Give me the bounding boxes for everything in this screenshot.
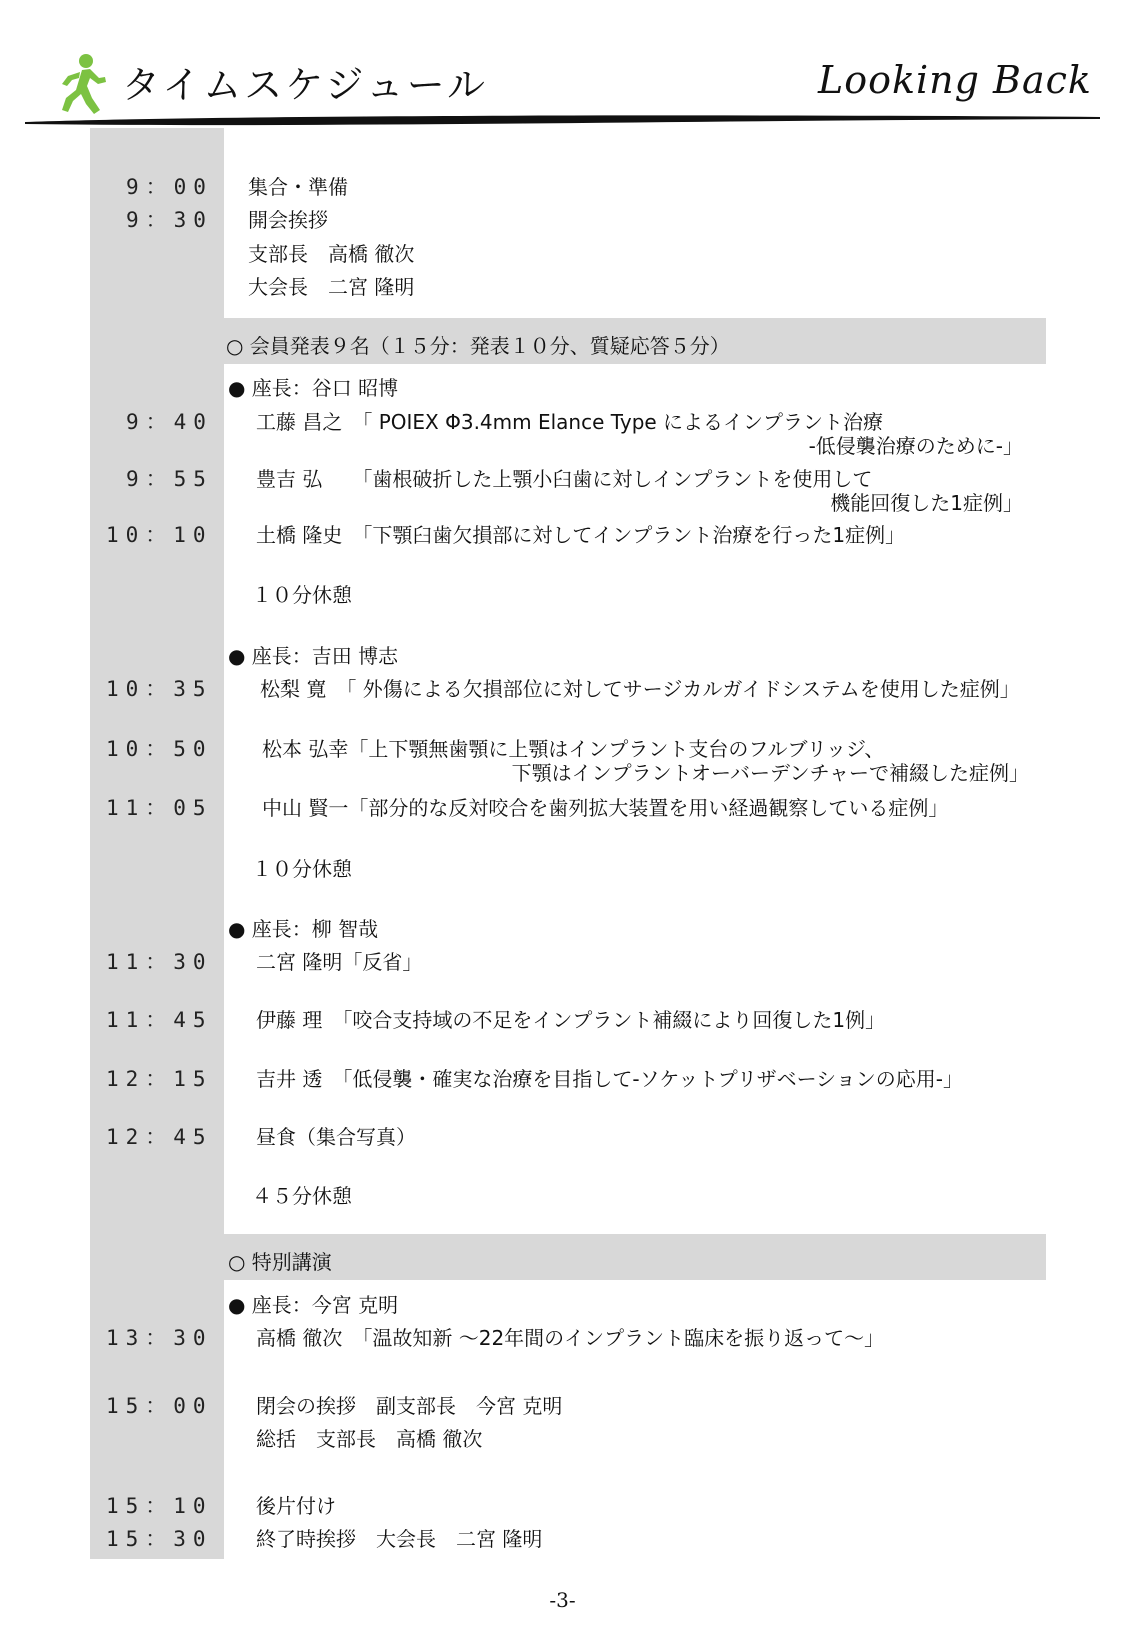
presentation-item: 土橋 隆史 「下顎臼歯欠損部に対してインプラント治療を行った1症例」 [256,523,906,547]
schedule-item: 後片付け [256,1494,336,1518]
schedule-time: 9：55 [126,467,213,491]
schedule-time: 11：45 [106,1008,213,1032]
presentation-item: 松梨 寛 「 外傷による欠損部位に対してサージカルガイドシステムを使用した症例」 [260,677,1020,701]
presentation-item-continued: 機能回復した1症例」 [830,491,1023,515]
schedule-time: 13：30 [106,1326,213,1350]
presentation-item: 伊藤 理 「咬合支持域の不足をインプラント補綴により回復した1例」 [256,1008,886,1032]
break-item: １０分休憩 [252,583,352,607]
presentation-item-continued: 下顎はインプラントオーバーデンチャーで補綴した症例」 [511,761,1029,785]
schedule-item: 総括 支部長 高橋 徹次 [256,1427,483,1451]
presentation-item: 豊吉 弘 「歯根破折した上顎小臼歯に対しインプラントを使用して [256,467,873,491]
section-heading: ○ 特別講演 [228,1250,332,1274]
schedule-item: 昼食（集合写真） [256,1125,416,1149]
lecture-item: 高橋 徹次 「温故知新 〜22年間のインプラント臨床を振り返って〜」 [256,1326,885,1350]
schedule-time: 11：05 [106,796,213,820]
running-man-icon [56,52,112,118]
schedule-time: 11：30 [106,950,213,974]
presentation-item: 二宮 隆明「反省」 [256,950,423,974]
chair-heading: ● 座長：今宮 克明 [228,1293,399,1317]
schedule-time: 10：50 [106,737,213,761]
schedule-time: 12：15 [106,1067,213,1091]
schedule-item: 集合・準備 [248,175,348,199]
brand-logo-text: Looking Back [818,58,1092,102]
chair-heading: ● 座長：柳 智哉 [228,917,379,941]
schedule-item: 終了時挨拶 大会長 二宮 隆明 [256,1527,543,1551]
section-heading: ○ 会員発表９名（１５分：発表１０分、質疑応答５分） [226,334,730,358]
presentation-item: 中山 賢一「部分的な反対咬合を歯列拡大装置を用い経過観察している症例」 [262,796,949,820]
schedule-time: 9：00 [126,175,213,199]
presentation-item: 工藤 昌之 「 POIEX Φ3.4mm Elance Type によるインプラント治療 [256,410,884,434]
break-item: １０分休憩 [252,857,352,881]
presentation-item: 松本 弘幸「上下顎無歯顎に上顎はインプラント支台のフルブリッジ、 [262,737,885,761]
schedule-time: 12：45 [106,1125,213,1149]
chair-heading: ● 座長：谷口 昭博 [228,376,399,400]
schedule-time: 9：30 [126,208,213,232]
schedule-time: 15：00 [106,1394,213,1418]
schedule-item: 支部長 高橋 徹次 [248,242,415,266]
schedule-time: 15：30 [106,1527,213,1551]
schedule-time: 10：10 [106,523,213,547]
presentation-item: 吉井 透 「低侵襲・確実な治療を目指して-ソケットプリザベーションの応用-」 [256,1067,963,1091]
schedule-item: 開会挨拶 [248,208,328,232]
break-item: ４５分休憩 [252,1184,352,1208]
chair-heading: ● 座長：吉田 博志 [228,644,399,668]
schedule-item: 閉会の挨拶 副支部長 今宮 克明 [256,1394,563,1418]
schedule-time: 15：10 [106,1494,213,1518]
presentation-item-continued: -低侵襲治療のために-」 [808,434,1023,458]
schedule-item: 大会長 二宮 隆明 [248,275,415,299]
page-number: -3- [549,1588,576,1612]
schedule-time: 9：40 [126,410,213,434]
page-title: タイムスケジュール [122,63,488,107]
section-band-special-lecture [224,1234,1046,1280]
schedule-time: 10：35 [106,677,213,701]
